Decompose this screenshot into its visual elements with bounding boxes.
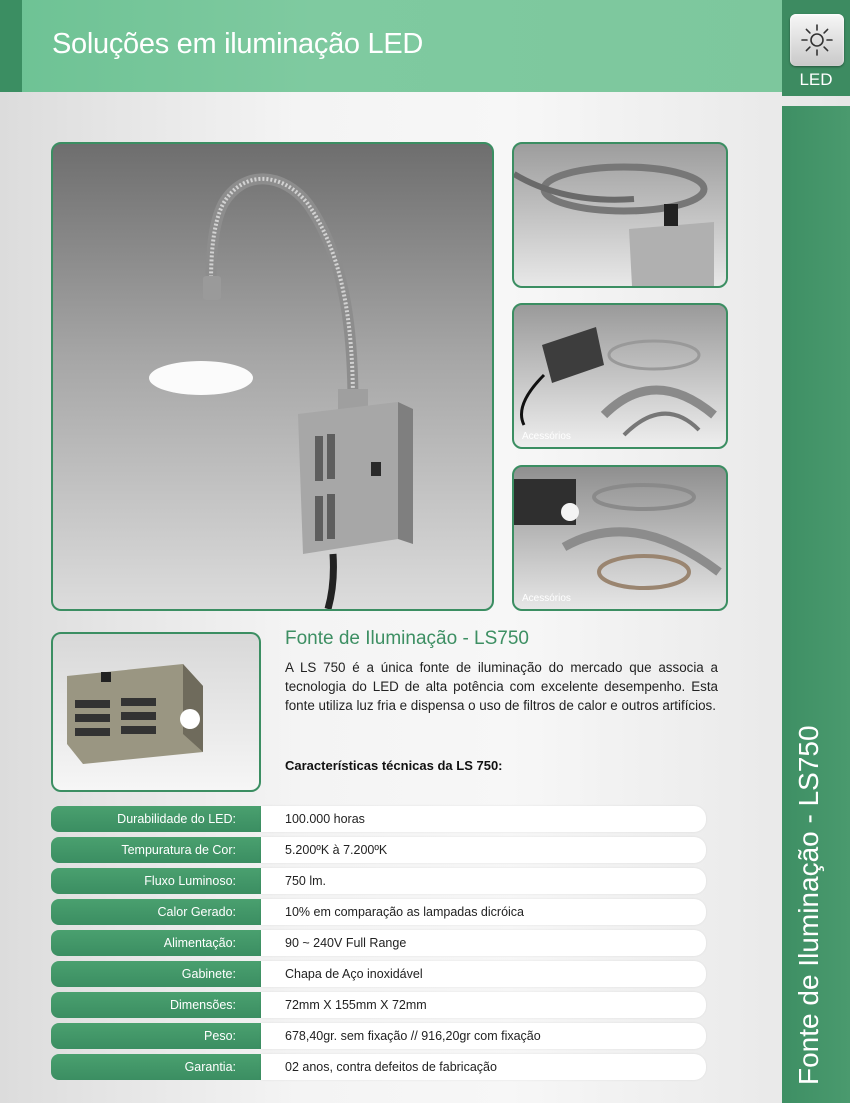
spec-row [51,930,706,956]
spec-row [51,806,706,832]
side-title: Fonte de Iluminação - LS750 [793,725,824,1085]
spec-row [51,837,706,863]
spec-value: 5.200ºK à 7.200ºK [261,837,706,863]
side-photo-3 [512,465,728,611]
spec-value: Chapa de Aço inoxidável [261,961,706,987]
spec-label: Calor Gerado: [51,899,261,925]
spec-row [51,868,706,894]
side-photo-2 [512,303,728,449]
spec-value: 100.000 horas [261,806,706,832]
spec-row [51,1023,706,1049]
led-badge [790,14,844,66]
spec-label: Garantia: [51,1054,261,1080]
header-stripe [0,0,22,92]
specs-table [51,806,706,1085]
photo-caption: Acessórios [522,431,571,442]
spec-label: Dimensões: [51,992,261,1018]
spec-row [51,961,706,987]
product-title: Fonte de Iluminação - LS750 [285,628,529,649]
spec-value: 10% em comparação as lampadas dicróica [261,899,706,925]
spec-label: Durabilidade do LED: [51,806,261,832]
spec-label: Fluxo Luminoso: [51,868,261,894]
led-badge-label: LED [799,70,833,89]
spec-value: 678,40gr. sem fixação // 916,20gr com fixação [261,1023,706,1049]
spec-label: Tempuratura de Cor: [51,837,261,863]
spec-value: 90 ~ 240V Full Range [261,930,706,956]
lamp-illustration [53,144,492,609]
main-product-photo [51,142,494,611]
spec-row [51,992,706,1018]
spec-label: Alimentação: [51,930,261,956]
spec-value: 02 anos, contra defeitos de fabricação [261,1054,706,1080]
product-description: A LS 750 é a única fonte de iluminação do mercado que associa a tecnologia do LED de alta potência com excelente desempenho. Esta fonte utiliza luz fria e dispensa o uso de filtros de calor e outros artifícios. [285,660,718,713]
spec-row [51,899,706,925]
sun-icon [800,23,834,57]
spec-value: 72mm X 155mm X 72mm [261,992,706,1018]
spec-value: 750 lm. [261,868,706,894]
spec-label: Peso: [51,1023,261,1049]
specs-heading: Características técnicas da LS 750: [285,758,503,773]
spec-row [51,1054,706,1080]
product-box-photo [51,632,261,792]
page-title: Soluções em iluminação LED [52,28,423,60]
page-header [0,0,782,92]
side-photo-1 [512,142,728,288]
spec-label: Gabinete: [51,961,261,987]
photo-caption: Acessórios [522,593,571,604]
